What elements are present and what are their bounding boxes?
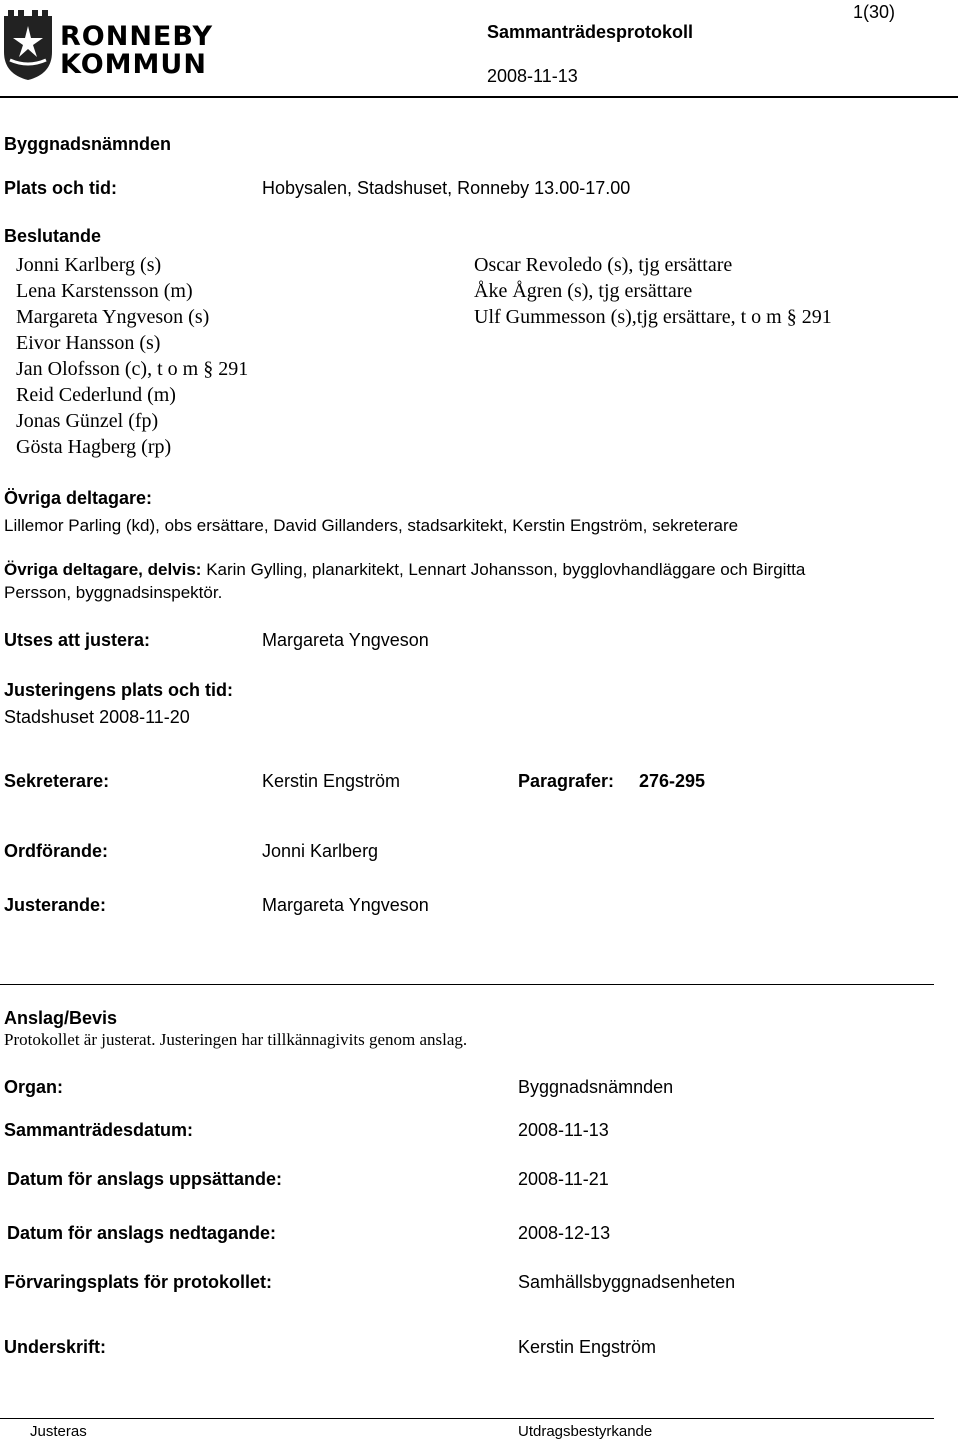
organ-label: Organ:: [4, 1077, 64, 1097]
removal-date-label: Datum för anslags nedtagande:: [7, 1223, 277, 1243]
adjust-label: Utses att justera:: [4, 630, 151, 650]
document-type: Sammanträdesprotokoll: [487, 22, 694, 42]
coat-of-arms-icon: [2, 8, 54, 82]
secretary-label: Sekreterare:: [4, 771, 110, 791]
header-rule: [0, 96, 958, 98]
notice-text: Protokollet är justerat. Justeringen har tillkännagivits genom anslag.: [4, 1030, 468, 1049]
meeting-date-label: Sammanträdesdatum:: [4, 1120, 194, 1140]
committee-name: Byggnadsnämnden: [4, 134, 172, 154]
chair-label: Ordförande:: [4, 841, 109, 861]
list-item: Reid Cederlund (m): [16, 384, 176, 406]
list-item: Ulf Gummesson (s),tjg ersättare, t o m § 291: [474, 306, 832, 328]
posting-date-value: 2008-11-21: [518, 1169, 609, 1189]
meeting-date-value: 2008-11-13: [518, 1120, 609, 1140]
others-partial-value: Karin Gylling, planarkitekt, Lennart Johansson, bygglovhandläggare och Birgitta: [206, 560, 806, 579]
organ-value: Byggnadsnämnden: [518, 1077, 674, 1097]
place-time-label: Plats och tid:: [4, 178, 118, 198]
logo-text-line2: KOMMUN: [60, 49, 207, 80]
place-time-value: Hobysalen, Stadshuset, Ronneby 13.00-17.00: [262, 178, 631, 198]
list-item: Lena Karstensson (m): [16, 280, 193, 302]
footer-adjust: Justeras: [30, 1423, 87, 1440]
paragraphs-label: Paragrafer:: [518, 771, 615, 791]
adjust-place-value: Stadshuset 2008-11-20: [4, 707, 190, 727]
paragraphs-value: 276-295: [639, 771, 706, 791]
logo-text-line1: RONNEBY: [60, 21, 214, 52]
section-rule: [0, 984, 934, 985]
others-partial-line1: [4, 560, 805, 580]
storage-label: Förvaringsplats för protokollet:: [4, 1272, 273, 1292]
list-item: Jonas Günzel (fp): [16, 410, 159, 432]
others-label: Övriga deltagare:: [4, 488, 153, 508]
deciding-label: Beslutande: [4, 226, 102, 246]
signature-label: Underskrift:: [4, 1337, 107, 1357]
list-item: Oscar Revoledo (s), tjg ersättare: [474, 254, 733, 276]
adjuster-label: Justerande:: [4, 895, 107, 915]
others-partial-label: Övriga deltagare, delvis:: [4, 560, 202, 579]
adjust-value: Margareta Yngveson: [262, 630, 429, 650]
chair-value: Jonni Karlberg: [262, 841, 379, 861]
list-item: Åke Ågren (s), tjg ersättare: [474, 280, 693, 302]
list-item: Jan Olofsson (c), t o m § 291: [16, 358, 249, 380]
others-partial-line2: Persson, byggnadsinspektör.: [4, 583, 223, 602]
signature-value: Kerstin Engström: [518, 1337, 657, 1357]
storage-value: Samhällsbyggnadsenheten: [518, 1272, 736, 1292]
posting-date-label: Datum för anslags uppsättande:: [7, 1169, 283, 1189]
list-item: Jonni Karlberg (s): [16, 254, 162, 276]
adjuster-value: Margareta Yngveson: [262, 895, 429, 915]
page-number: 1(30): [853, 2, 896, 22]
list-item: Margareta Yngveson (s): [16, 306, 210, 328]
removal-date-value: 2008-12-13: [518, 1223, 611, 1243]
others-value: Lillemor Parling (kd), obs ersättare, David Gillanders, stadsarkitekt, Kerstin Engström, sekreterare: [4, 516, 739, 535]
adjust-place-label: Justeringens plats och tid:: [4, 680, 234, 700]
notice-title: Anslag/Bevis: [4, 1008, 118, 1028]
list-item: Eivor Hansson (s): [16, 332, 161, 354]
footer-rule: [0, 1418, 934, 1419]
secretary-value: Kerstin Engström: [262, 771, 401, 791]
municipality-logo: [2, 8, 217, 86]
header-date: 2008-11-13: [487, 66, 578, 86]
list-item: Gösta Hagberg (rp): [16, 436, 172, 458]
footer-certify: Utdragsbestyrkande: [518, 1423, 653, 1440]
